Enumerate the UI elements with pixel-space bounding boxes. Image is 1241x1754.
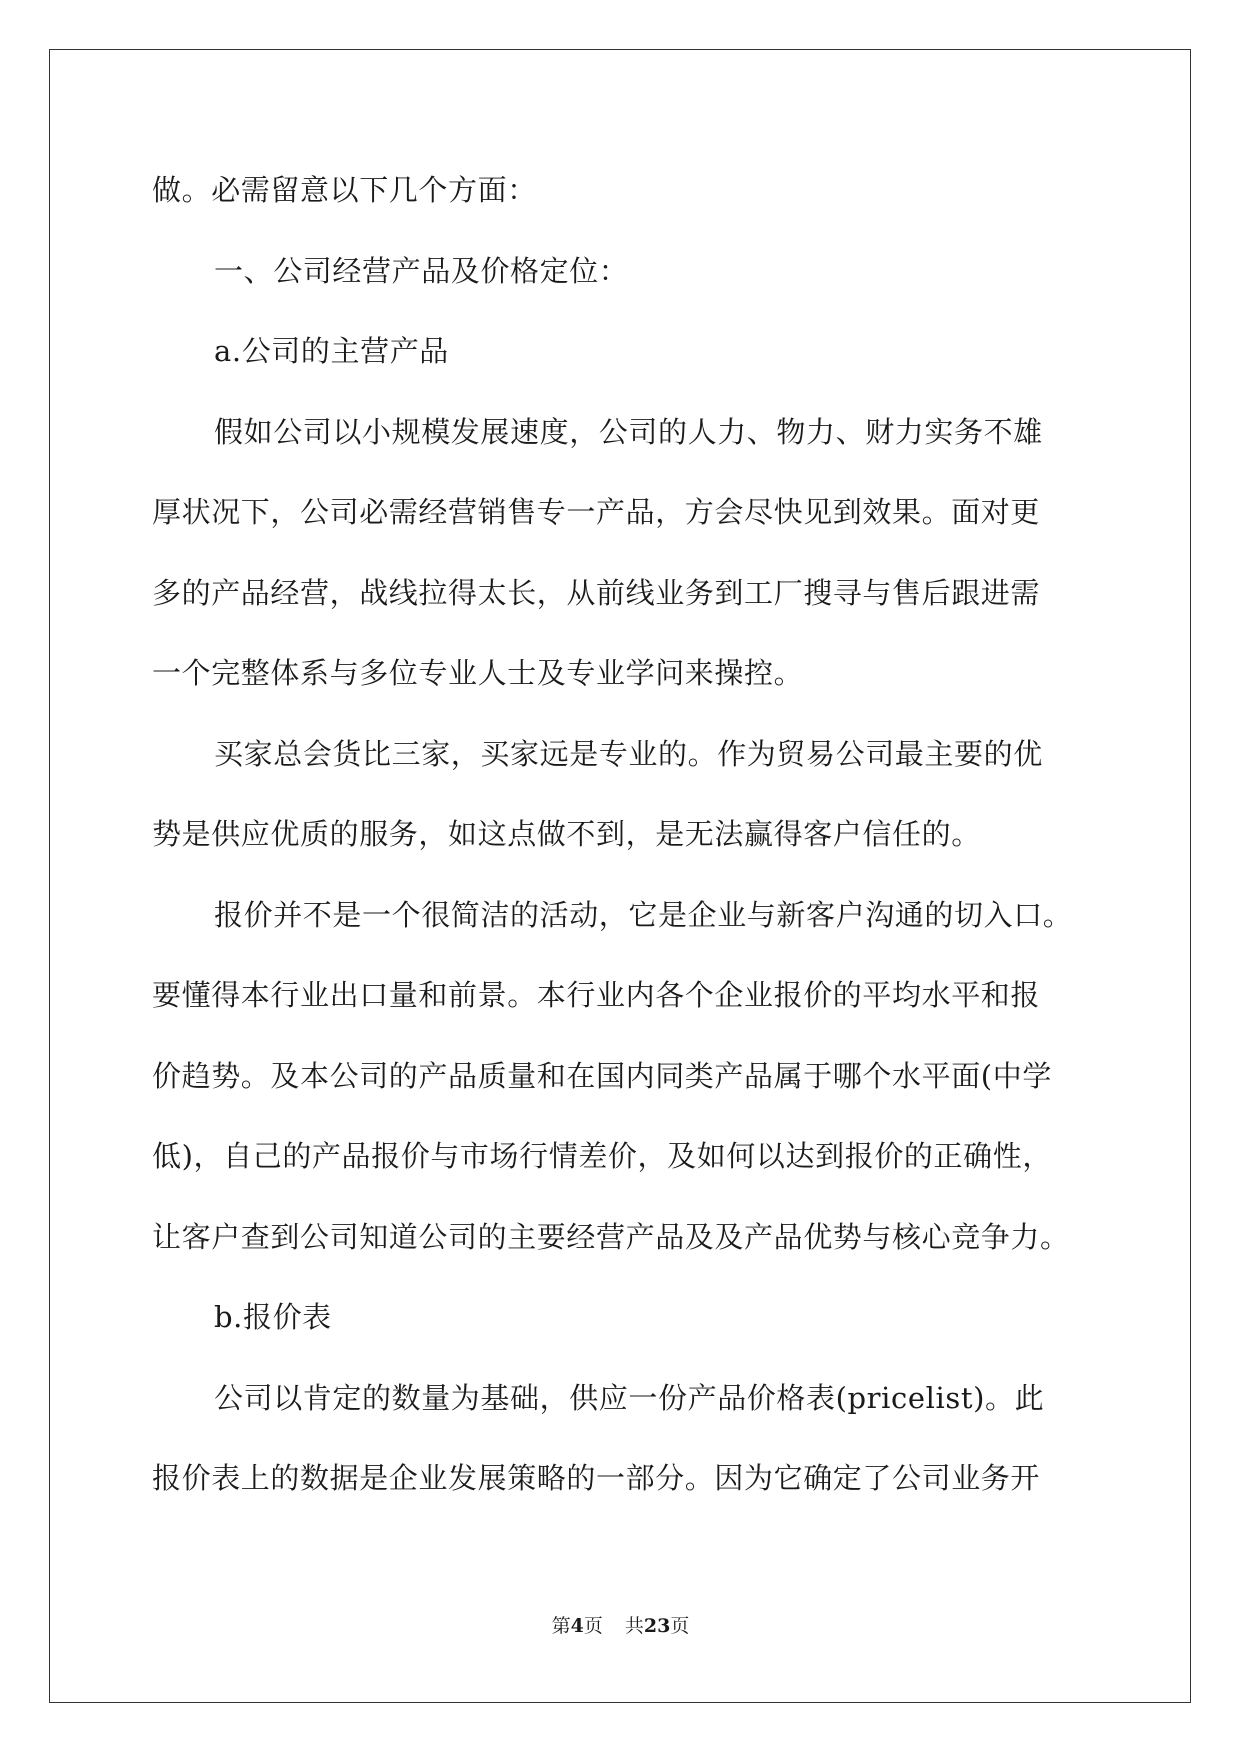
text-line: b.报价表 bbox=[214, 1300, 332, 1334]
text-line: 报价并不是一个很简洁的活动，它是企业与新客户沟通的切入口。 bbox=[214, 897, 1073, 932]
footer-page-suffix: 页 bbox=[583, 1615, 603, 1637]
text-line: 公司以肯定的数量为基础，供应一份产品价格表(pricelist)。此 bbox=[214, 1380, 1045, 1415]
text-line: a.公司的主营产品 bbox=[214, 334, 449, 368]
text-line: 报价表上的数据是企业发展策略的一部分。因为它确定了公司业务开 bbox=[152, 1461, 1041, 1495]
footer-prefix: 第 bbox=[551, 1615, 571, 1637]
text-line: 买家总会货比三家，买家远是专业的。作为贸易公司最主要的优 bbox=[214, 736, 1043, 771]
text-line: 多的产品经营，战线拉得太长，从前线业务到工厂搜寻与售后跟进需 bbox=[152, 575, 1041, 610]
text-line: 一个完整体系与多位专业人士及专业学问来操控。 bbox=[152, 656, 804, 690]
text-line: 一、公司经营产品及价格定位： bbox=[214, 253, 629, 288]
text-line: 做。必需留意以下几个方面： bbox=[152, 173, 537, 207]
text-line: 势是供应优质的服务，如这点做不到，是无法赢得客户信任的。 bbox=[152, 817, 981, 851]
text-line: 低)，自己的产品报价与市场行情差价，及如何以达到报价的正确性， bbox=[152, 1139, 1052, 1173]
page-number: 4 bbox=[570, 1615, 584, 1637]
footer-total-suffix: 页 bbox=[670, 1615, 690, 1637]
text-line: 假如公司以小规模发展速度，公司的人力、物力、财力实务不雄 bbox=[214, 414, 1043, 449]
total-pages: 23 bbox=[643, 1615, 671, 1637]
text-line: 价趋势。及本公司的产品质量和在国内同类产品属于哪个水平面(中学 bbox=[152, 1058, 1052, 1093]
text-line: 让客户查到公司知道公司的主要经营产品及及产品优势与核心竞争力。 bbox=[152, 1219, 1070, 1254]
document-body bbox=[152, 165, 1092, 1534]
page-footer bbox=[0, 1614, 1241, 1638]
footer-total-prefix: 共 bbox=[624, 1615, 644, 1637]
text-line: 厚状况下，公司必需经营销售专一产品，方会尽快见到效果。面对更 bbox=[152, 495, 1041, 529]
text-line: 要懂得本行业出口量和前景。本行业内各个企业报价的平均水平和报 bbox=[152, 978, 1041, 1012]
